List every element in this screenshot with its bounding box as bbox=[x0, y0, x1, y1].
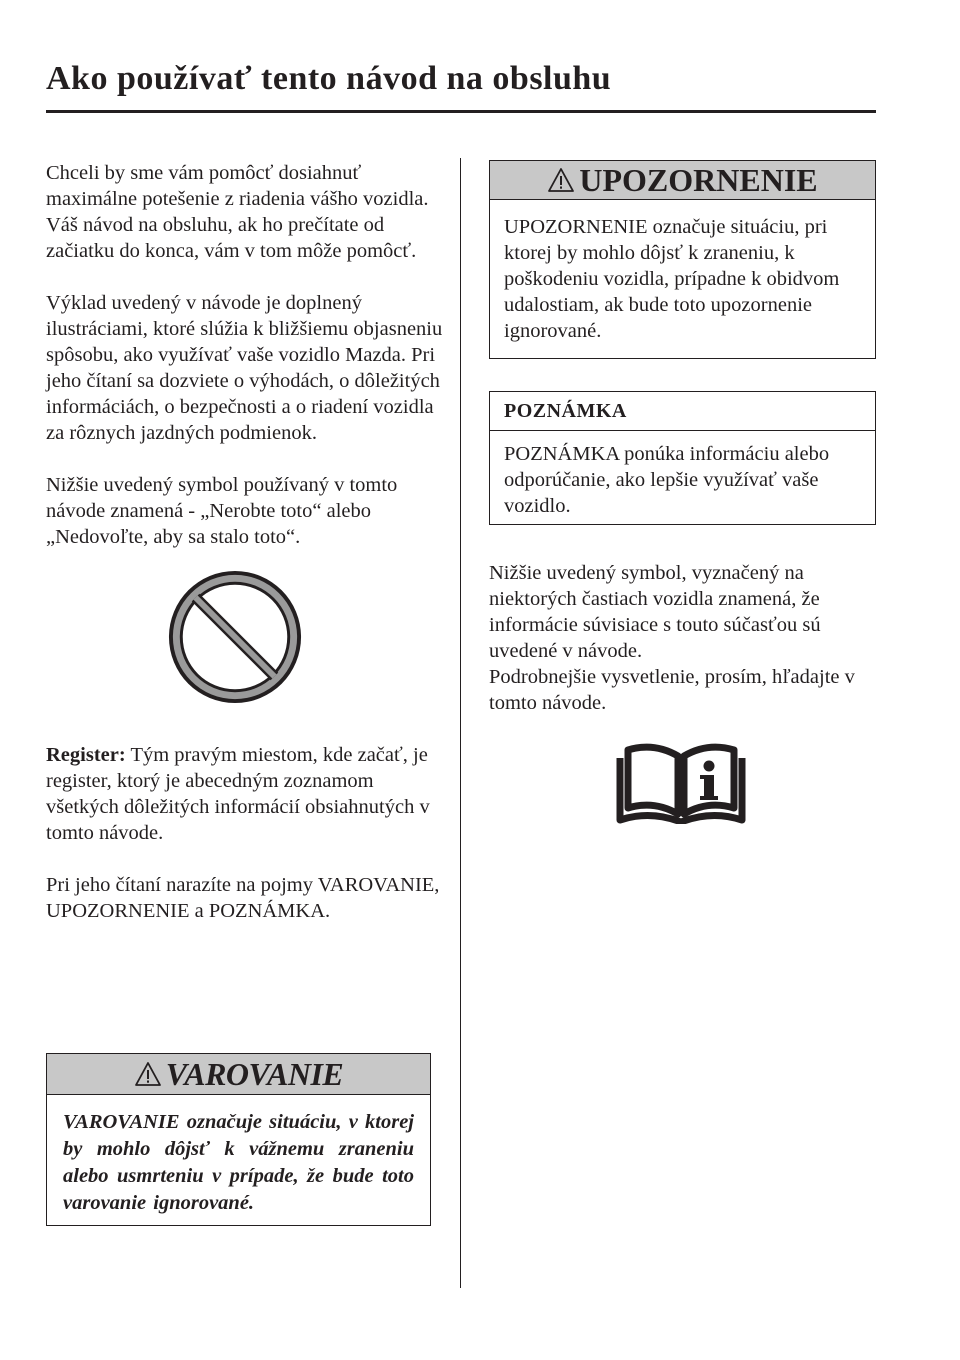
warning-triangle-icon bbox=[134, 1061, 162, 1087]
prohibition-icon bbox=[166, 568, 304, 706]
manual-book-info-icon bbox=[612, 738, 750, 824]
symbol-paragraph: Nižšie uvedený symbol používaný v tomto návode znamená - „Nerobte toto“ alebo „Nedovoľte, aby sa stalo toto“. bbox=[46, 474, 398, 548]
warning-title: VAROVANIE bbox=[165, 1056, 344, 1092]
note-text: POZNÁMKA ponúka informáciu alebo odporúčanie, ako lepšie využívať vaše vozidlo. bbox=[504, 443, 830, 517]
caution-text: UPOZORNENIE označuje situáciu, pri ktorej by mohlo dôjsť k zraneniu, k poškodeniu vozidla, prípadne k obidvom udalostiam, ak bude toto upozornenie ignorované. bbox=[504, 216, 840, 342]
caution-header bbox=[490, 161, 875, 200]
right-column bbox=[489, 560, 879, 716]
note-header bbox=[490, 392, 875, 431]
warning-triangle-icon bbox=[547, 167, 575, 193]
caution-title: UPOZORNENIE bbox=[579, 162, 818, 198]
warning-box bbox=[46, 1053, 431, 1226]
vehicle-symbol-paragraph: Nižšie uvedený symbol, vyznačený na niektorých častiach vozidla znamená, že informácie súvisiace s touto súčasťou sú uvedené v návode. bbox=[489, 562, 821, 662]
warning-text: VAROVANIE označuje situáciu, v ktorej by mohlo dôjsť k vážnemu zraneniu alebo usmrteniu v prípade, že bude toto varovanie ignorované. bbox=[63, 1111, 414, 1214]
title-rule bbox=[46, 110, 876, 113]
note-title: POZNÁMKA bbox=[504, 400, 627, 422]
left-column bbox=[46, 160, 446, 924]
column-divider bbox=[460, 158, 461, 1288]
note-box bbox=[489, 391, 876, 525]
register-text: Tým pravým miestom, kde začať, je register, ktorý je abecedným zoznamom všetkých dôležitých informácií obsiahnutých v tomto návode. bbox=[46, 744, 430, 844]
caution-box bbox=[489, 160, 876, 359]
explanation-paragraph: Podrobnejšie vysvetlenie, prosím, hľadajte v tomto návode. bbox=[489, 666, 855, 714]
intro-paragraph: Chceli by sme vám pomôcť dosiahnuť maximálne potešenie z riadenia vášho vozidla. Váš návod na obsluhu, ak ho prečítate od začiatku do konca, vám v tom môže pomôcť. bbox=[46, 162, 429, 262]
warning-header bbox=[47, 1054, 430, 1095]
register-label: Register: bbox=[46, 744, 126, 766]
page-title: Ako používať tento návod na obsluhu bbox=[46, 60, 612, 97]
terms-paragraph: Pri jeho čítaní narazíte na pojmy VAROVANIE, UPOZORNENIE a POZNÁMKA. bbox=[46, 874, 440, 922]
illustrations-paragraph: Výklad uvedený v návode je doplnený ilustráciami, ktoré slúžia k bližšiemu objasneniu spôsobu, ako využívať vaše vozidlo Mazda. Pri jeho čítaní sa dozviete o výhodách, o dôležitých informáciách, o bezpečnosti a o riadení vozidla za rôznych jazdných podmienok. bbox=[46, 292, 443, 444]
register-paragraph bbox=[46, 742, 446, 846]
